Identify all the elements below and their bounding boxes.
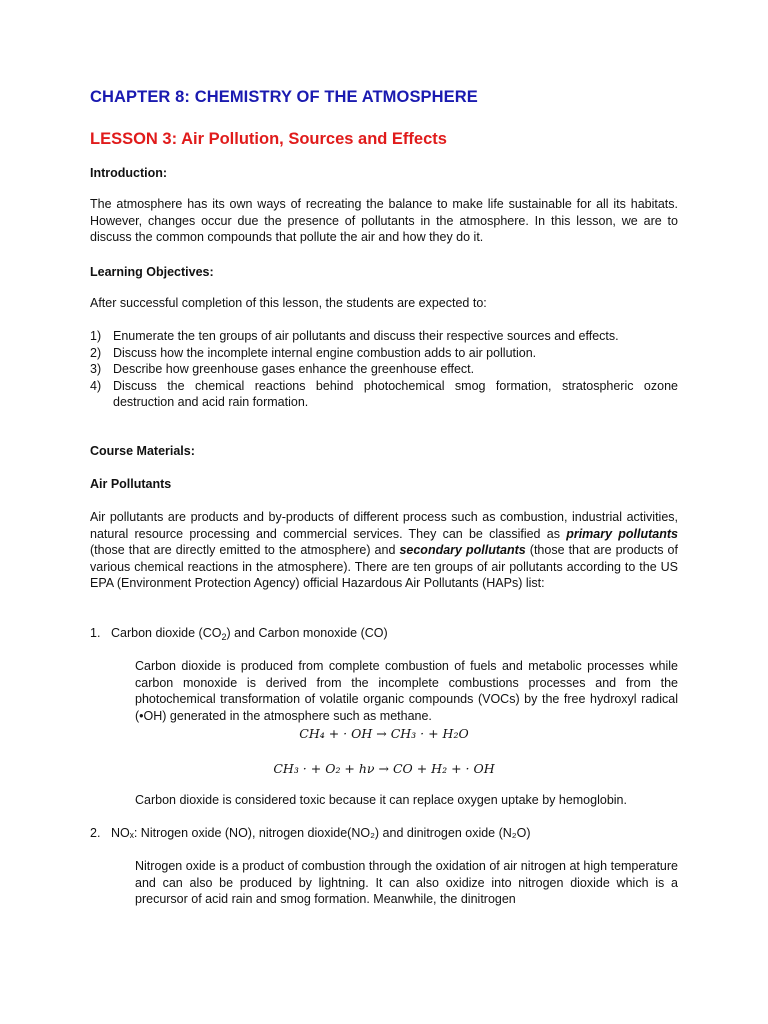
pollutant-2-description: Nitrogen oxide is a product of combustion through the oxidation of air nitrogen at high temperature and can also be produced by lightning. It can also oxidize into nitrogen dioxide which is a precursor of acid rain and smog formation. Meanwhile, the dinitrogen <box>135 859 678 906</box>
list-item: 1) Enumerate the ten groups of air pollutants and discuss their respective sources and effects. <box>90 329 619 343</box>
objective-text: Discuss how the incomplete internal engine combustion adds to air pollution. <box>113 345 537 360</box>
objectives-heading: Learning Objectives: <box>90 265 214 279</box>
objectives-list <box>90 328 678 411</box>
objective-text: Enumerate the ten groups of air pollutants and discuss their respective sources and effects. <box>113 329 619 343</box>
pollutant-1-description: Carbon dioxide is produced from complete combustion of fuels and metabolic processes while carbon monoxide is derived from the incomplete combustions processes and from the photochemical transformation of volatile organic compounds (VOCs) by the free hydroxyl radical (•OH) generated in the atmosphere such as methane. <box>135 659 678 723</box>
equation-2: CH₃ · + O₂ + hν → CO + H₂ + · OH <box>273 761 495 776</box>
air-pollutants-heading: Air Pollutants <box>90 477 172 491</box>
list-item: 4) Discuss the chemical reactions behind photochemical smog formation, stratospheric ozone destruction and acid rain formation. <box>90 378 678 409</box>
objectives-intro: After successful completion of this lesson, the students are expected to: <box>90 296 487 310</box>
list-item: 3) Describe how greenhouse gases enhance the greenhouse effect. <box>90 362 475 376</box>
objective-text: Describe how greenhouse gases enhance the greenhouse effect. <box>113 362 475 376</box>
document-page <box>90 0 678 1024</box>
air-pollutants-paragraph: Air pollutants are products and by-products of different process such as combustion, industrial activities, natural resource processing and commercial services. They can be classified as primary pollutants (those that are directly emitted to the atmosphere) and secondary pollutants (those that are products of various chemical reactions in the atmosphere). There are ten groups of air pollutants according to the US EPA (Environment Protection Agency) official Hazardous Air Pollutants (HAPs) list: <box>90 510 678 590</box>
introduction-heading: Introduction: <box>90 166 168 180</box>
chapter-title: CHAPTER 8: CHEMISTRY OF THE ATMOSPHERE <box>90 88 478 106</box>
pollutant-2-title: 2. NOₓ: Nitrogen oxide (NO), nitrogen dioxide(NO₂) and dinitrogen oxide (N₂O) <box>90 826 531 840</box>
primary-pollutants-term: primary pollutants <box>566 526 678 541</box>
lesson-title: LESSON 3: Air Pollution, Sources and Effects <box>90 130 447 148</box>
secondary-pollutants-term: secondary pollutants <box>399 543 526 557</box>
equation-1: CH₄ + · OH → CH₃ · + H₂O <box>299 726 469 741</box>
course-materials-heading: Course Materials: <box>90 444 195 458</box>
pollutant-1-note: Carbon dioxide is considered toxic because it can replace oxygen uptake by hemoglobin. <box>135 793 627 807</box>
objective-text: Discuss the chemical reactions behind photochemical smog formation, stratospheric ozone destruction and acid rain formation. <box>113 378 678 409</box>
pollutant-1-title: 1. Carbon dioxide $(CO_2)$ and Carbon monoxide (CO) <box>90 626 388 642</box>
introduction-paragraph: The atmosphere has its own ways of recreating the balance to make life sustainable for all its habitats. However, changes occur due the presence of pollutants in the atmosphere. In this lesson, we are to discuss the common compounds that pollute the air and how they do it. <box>90 197 678 244</box>
list-item: 2) Discuss how the incomplete internal engine combustion adds to air pollution. <box>90 345 537 360</box>
